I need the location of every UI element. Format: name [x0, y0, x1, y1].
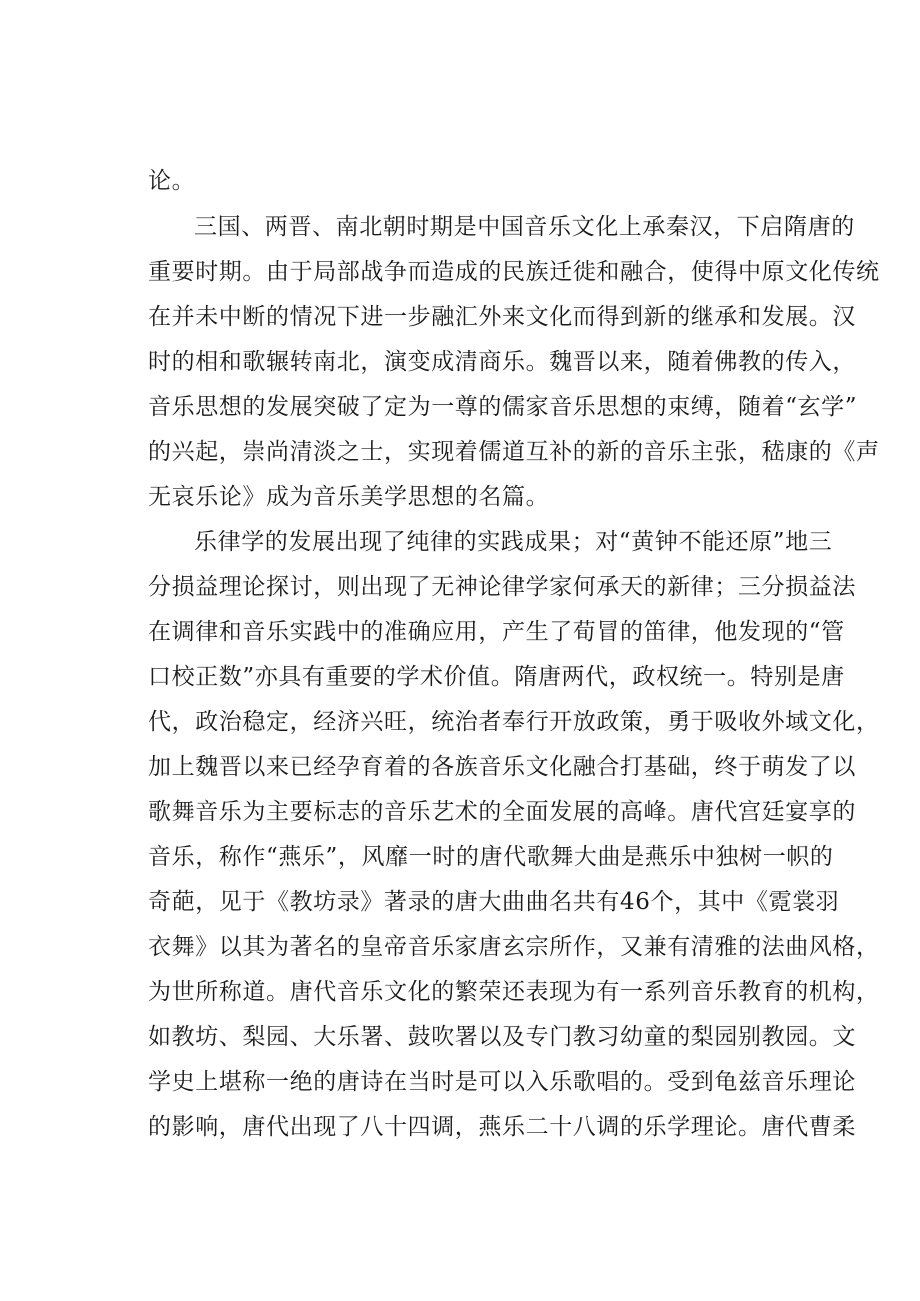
text-line: 歌舞音乐为主要标志的音乐艺术的全面发展的高峰。唐代宫廷宴享的	[148, 799, 856, 825]
text-line: 在调律和音乐实践中的准确应用，产生了荀冒的笛律，他发现的“管	[148, 619, 845, 645]
paragraph-first-line: 三国、两晋、南北朝时期是中国音乐文化上承秦汉，下启隋唐的	[194, 214, 855, 240]
text-line: 口校正数”亦具有重要的学术价值。隋唐两代，政权统一。特别是唐	[148, 664, 845, 690]
text-line: 重要时期。由于局部战争而造成的民族迁徙和融合，使得中原文化传统	[148, 259, 880, 285]
text-line: 为世所称道。唐代音乐文化的繁荣还表现为有一系列音乐教育的机构，	[148, 979, 880, 1005]
text-line: 分损益理论探讨，则出现了无神论律学家何承天的新律；三分损益法	[148, 574, 856, 600]
paragraph-first-line: 乐律学的发展出现了纯律的实践成果；对“黄钟不能还原”地三	[194, 529, 833, 555]
text-line: 加上魏晋以来已经孕育着的各族音乐文化融合打基础，终于萌发了以	[148, 754, 856, 780]
text-line: 的影响，唐代出现了八十四调，燕乐二十八调的乐学理论。唐代曹柔	[148, 1114, 856, 1140]
text-line: 时的相和歌辗转南北，演变成清商乐。魏晋以来，随着佛教的传入，	[148, 349, 856, 375]
text-line: 无哀乐论》成为音乐美学思想的名篇。	[148, 484, 550, 510]
text-line: 音乐，称作“燕乐”，风靡一时的唐代歌舞大曲是燕乐中独树一帜的	[148, 844, 834, 870]
text-line: 论。	[148, 168, 196, 194]
text-line: 如教坊、梨园、大乐署、鼓吹署以及专门教习幼童的梨园别教园。文	[148, 1024, 856, 1050]
text-line: 衣舞》以其为著名的皇帝音乐家唐玄宗所作，又兼有清雅的法曲风格，	[148, 934, 880, 960]
text-line: 的兴起，崇尚清淡之士，实现着儒道互补的新的音乐主张，嵇康的《声	[148, 439, 880, 465]
text-line: 音乐思想的发展突破了定为一尊的儒家音乐思想的束缚，随着“玄学”	[148, 394, 858, 420]
text-line: 代，政治稳定，经济兴旺，统治者奉行开放政策，勇于吸收外域文化，	[148, 709, 880, 735]
text-line: 学史上堪称一绝的唐诗在当时是可以入乐歌唱的。受到龟兹音乐理论	[148, 1069, 856, 1095]
text-line: 奇葩，见于《教坊录》著录的唐大曲曲名共有46个，其中《霓裳羽	[148, 889, 840, 915]
text-line: 在并未中断的情况下进一步融汇外来文化而得到新的继承和发展。汉	[148, 304, 856, 330]
